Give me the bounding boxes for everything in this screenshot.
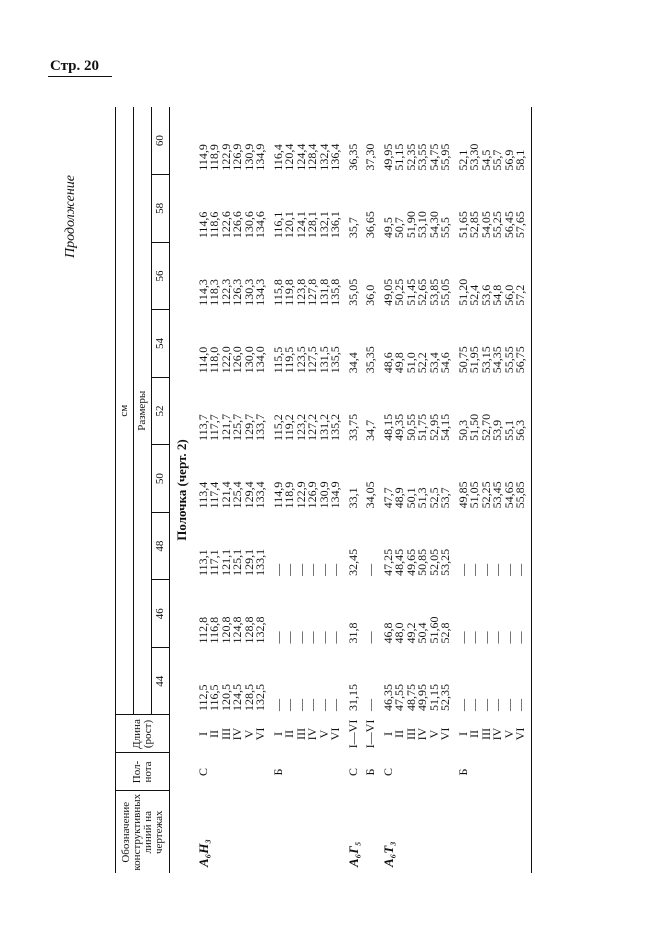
row-value: — — — — — — [270, 631, 342, 644]
header-units: см [116, 107, 134, 715]
row-value: 48,6 49,8 51,0 52,2 53,4 54,6 [380, 352, 452, 374]
header-length: Длина (рост) [116, 715, 170, 753]
table-row [267, 107, 342, 873]
row-value: — — — — — — [270, 563, 342, 576]
row-value: 34,7 [363, 419, 377, 441]
table-row [342, 107, 360, 873]
row-value: — [363, 563, 377, 576]
row-value: 116,1 120,1 124,1 128,1 132,1 136,1 [270, 211, 342, 239]
section-title: Полочка (черт. 2) [174, 439, 189, 541]
row-value: 116,4 120,4 124,4 128,4 132,4 136,4 [270, 143, 342, 171]
row-value: 115,8 119,8 123,8 127,8 131,8 135,8 [270, 278, 342, 306]
row-value: 49,85 51,05 52,25 53,45 54,65 55,85 [455, 481, 527, 509]
row-value: 50,3 51,50 52,70 53,9 55,1 56,3 [455, 413, 527, 441]
page-number-rule [48, 76, 112, 77]
row-value: 46,35 47,55 48,75 49,95 51,15 52,35 [380, 684, 452, 711]
row-value: 115,5 119,5 123,5 127,5 131,5 135,5 [270, 346, 342, 374]
row-value: 114,6 118,6 122,6 126,6 130,6 134,6 [195, 211, 267, 239]
row-length: I—VI [345, 719, 360, 749]
table-row [377, 107, 452, 873]
row-value: 49,05 50,25 51,45 52,65 53,85 55,05 [380, 278, 452, 306]
header-size: 48 [152, 512, 170, 580]
row-value: 32,45 [345, 548, 360, 576]
row-value: 47,7 48,9 50,1 51,3 52,5 53,7 [380, 487, 452, 509]
table-row [452, 107, 527, 873]
row-value: 35,7 [345, 217, 360, 239]
row-value: 33,1 [345, 487, 360, 509]
row-value: 34,4 [345, 352, 360, 374]
row-designation: A₆Г₅ [345, 841, 361, 867]
row-designation [359, 791, 377, 873]
row-value: 35,05 [345, 278, 360, 306]
row-value: 112,5 116,5 120,5 124,5 128,5 132,5 [195, 684, 267, 711]
header-size: 60 [152, 107, 170, 175]
header-size: 54 [152, 310, 170, 378]
row-value: 51,65 52,85 54,05 55,25 56,45 57,65 [455, 211, 527, 239]
measurements-table [115, 107, 532, 873]
header-size: 50 [152, 445, 170, 513]
row-value: 115,2 119,2 123,2 127,2 131,2 135,2 [270, 413, 342, 441]
row-fullness: Б [455, 768, 470, 776]
row-length: I II III IV V VI [195, 727, 267, 741]
row-value: 36,35 [345, 143, 360, 171]
header-size: 58 [152, 175, 170, 243]
row-designation: A₆H₃ [195, 839, 211, 867]
row-value: 34,05 [363, 481, 377, 509]
row-value: — — — — — — [455, 699, 527, 711]
row-value: 31,8 [345, 622, 360, 644]
row-value: 113,4 117,4 121,4 125,4 129,4 133,4 [195, 481, 267, 509]
row-value: 33,75 [345, 413, 360, 441]
row-value: 36,0 [363, 284, 377, 306]
row-length: I II III IV V VI [455, 727, 527, 741]
header-fullness: Пол-нота [116, 753, 170, 791]
page-number: Стр. 20 [50, 58, 100, 74]
row-value: 51,20 52,4 53,6 54,8 56,0 57,2 [455, 278, 527, 306]
row-fullness: C [380, 768, 395, 777]
row-value: — [363, 631, 377, 644]
row-designation [452, 791, 527, 873]
row-value: 114,3 118,3 122,3 126,3 130,3 134,3 [195, 278, 267, 306]
row-fullness: Б [363, 768, 377, 776]
row-length: I II III IV V VI [270, 727, 342, 741]
row-value: 36,65 [363, 211, 377, 239]
row-value: 113,1 117,1 121,1 125,1 129,1 133,1 [195, 548, 267, 576]
row-value: 114,9 118,9 122,9 126,9 130,9 134,9 [270, 481, 342, 509]
row-value: 49,95 51,15 52,35 53,55 54,75 55,95 [380, 143, 452, 171]
row-designation [267, 791, 342, 873]
row-value: 46,8 48,0 49,2 50,4 51,60 52,8 [380, 616, 452, 644]
header-size: 52 [152, 377, 170, 445]
row-value: 114,9 118,9 122,9 126,9 130,9 134,9 [195, 143, 267, 171]
header-size: 46 [152, 580, 170, 648]
row-fullness: Б [270, 768, 285, 776]
continuation-note: Продолжение [63, 175, 78, 258]
row-value: — — — — — — [270, 699, 342, 711]
row-length: I II III IV V VI [380, 727, 452, 741]
row-value: 113,7 117,7 121,7 125,7 129,7 133,7 [195, 413, 267, 441]
row-value: 48,15 49,35 50,55 51,75 52,95 54,15 [380, 413, 452, 441]
row-value: 114,0 118,0 122,0 126,0 130,0 134,0 [195, 346, 267, 374]
row-value: 112,8 116,8 120,8 124,8 128,8 132,8 [195, 616, 267, 644]
header-designation: Обозначение конструктивных линий на чертежах [116, 791, 170, 873]
row-value: 35,35 [363, 346, 377, 374]
row-fullness: C [345, 768, 360, 777]
table-row [192, 107, 267, 873]
row-value: 50,75 51,95 53,15 54,35 55,55 56,75 [455, 346, 527, 374]
row-value: 37,30 [363, 143, 377, 171]
header-size: 44 [152, 647, 170, 715]
header-sizes-label: Размеры [134, 107, 152, 715]
row-value: — — — — — — [455, 631, 527, 644]
row-value: — — — — — — [455, 563, 527, 576]
row-value: 31,15 [345, 684, 360, 711]
row-value: 49,5 50,7 51,90 53,10 54,30 55,5 [380, 211, 452, 239]
table-row [359, 107, 377, 873]
row-value: — [363, 699, 377, 711]
table-bottom-rule [527, 107, 532, 873]
row-fullness: C [195, 768, 210, 777]
header-size: 56 [152, 242, 170, 310]
row-value: 47,25 48,45 49,65 50,85 52,05 53,25 [380, 548, 452, 576]
rotated-table-frame [63, 107, 635, 873]
row-value: 52,1 53,30 54,5 55,7 56,9 58,1 [455, 143, 527, 171]
row-designation: A₆T₃ [380, 841, 396, 867]
row-length: I—VI [363, 719, 377, 749]
